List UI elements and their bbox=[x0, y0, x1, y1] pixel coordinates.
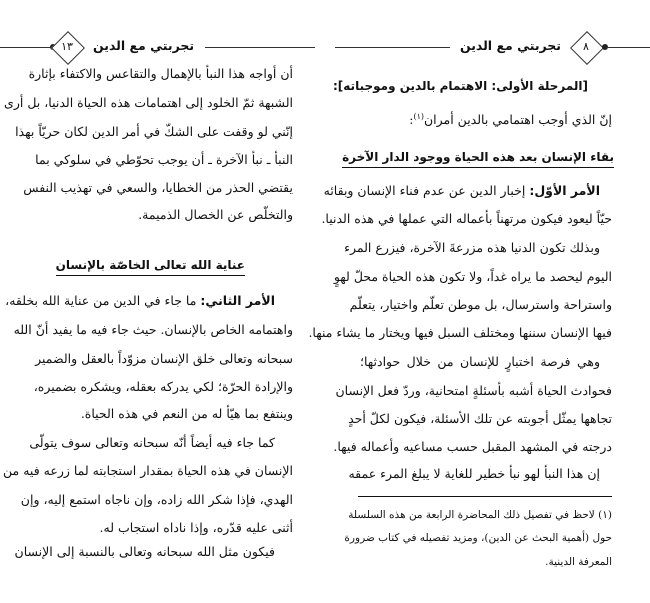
text-span: : bbox=[409, 112, 414, 128]
text-line: النبأ ـ نبأ الآخرة ـ أن يوجب تحوّطي في سلوكي بما bbox=[35, 152, 293, 167]
header-rule-right bbox=[205, 47, 315, 48]
text-line: فحوادث الحياة أشبه بأسئلةٍ امتحانية، وردّ فعل الإنسان bbox=[335, 383, 612, 398]
running-title: تجربتي مع الدين bbox=[90, 38, 197, 53]
header-rule-left bbox=[335, 47, 450, 48]
text-line bbox=[323, 182, 600, 200]
header-rule-left bbox=[0, 47, 52, 48]
page-number: ١٣ bbox=[61, 40, 73, 53]
text-line: والإرادة الحرّة؛ لكي يدركه بعقله، ويشكره بضميره، bbox=[33, 379, 293, 394]
text-line: الإنسان في هذه الحياة بمقدار استجابته لما زرعه فيه من bbox=[3, 463, 293, 478]
text-line: وبذلك تكون الدنيا هذه مزرعةَ الآخرة، فيزرع المرء bbox=[344, 240, 600, 255]
header-rule-right bbox=[606, 47, 650, 48]
text-line: فيها الإنسان سننها ومختلف السبل فيها ويختار ما يشاء منها. bbox=[308, 325, 612, 340]
text-line: إن هذا النبأ لهو نبأ خطير للغاية لا يبلغ المرء عمقه bbox=[348, 466, 600, 481]
text-line: إنّني لو وقفت على الشكّ في أمر الدين لكان حريّاً بهذا bbox=[15, 124, 293, 139]
running-title: تجربتي مع الدين bbox=[457, 38, 564, 53]
text-line: كما جاء فيه أيضاً أنّه سبحانه وتعالى سوف يتولّى bbox=[29, 435, 275, 450]
text-line: يقتضي الحذر من الخطايا، والسعي في تهذيب النفس bbox=[23, 180, 293, 195]
section-title: [المرحلة الأولى: الاهتمام بالدين وموجباته]: bbox=[333, 79, 588, 93]
text-line: وهي فرصة اختبارٍ للإنسان من خلال حوادثها؛ bbox=[360, 354, 600, 369]
section-heading: عناية الله تعالى الخاصّة بالإنسان bbox=[56, 258, 245, 276]
text-line: فيكون مثل الله سبحانه وتعالى بالنسبة إلى الإنسان bbox=[14, 544, 275, 559]
text-line: الهدي، فإذا شكر الله زاده، وإن ناجاه استمع إليه، وإن bbox=[20, 492, 293, 507]
text-span: إنّ الذي أوجب اهتمامي بالدين أمران bbox=[423, 112, 612, 128]
text-line: حيّاً ليعود فيكون مرتهناً بأعماله التي عملها في هذه الدنيا. bbox=[321, 211, 612, 226]
footnote-ref[interactable]: (١) bbox=[413, 112, 424, 121]
text-line bbox=[5, 292, 275, 310]
text-line: والتخلّص عن الخصال الذميمة. bbox=[138, 207, 293, 222]
footnote-line: المعرفة الدينية. bbox=[545, 556, 612, 568]
text-line: درجته في المشهد المقبل حسب مساعيه وأعماله فيها. bbox=[333, 439, 612, 454]
page-number: ٨ bbox=[583, 40, 589, 53]
text-span: إخبار الدين عن عدم فناء الإنسان وبقائه bbox=[323, 183, 526, 198]
lead-label: الأمر الأوّل: bbox=[529, 183, 600, 198]
text-line: أثنى عليه قدّره، وإذا ناداه استجاب له. bbox=[99, 520, 293, 535]
text-line: سبحانه وتعالى خلق الإنسان مزوّداً بالعقل والضمير bbox=[35, 351, 293, 366]
text-line: وينتفع بما هيّأ له من النعم في هذه الحياة. bbox=[80, 406, 293, 421]
text-line: تجاهها يمثّل أجوبته عن تلك الأسئلة، فيكون لكلّ أحدٍ bbox=[348, 411, 612, 426]
text-line bbox=[360, 108, 612, 129]
footnote-separator bbox=[358, 496, 612, 497]
text-line: أن أواجه هذا النبأ بالإهمال والتقاعس والاكتفاء بإثارة bbox=[28, 66, 293, 81]
text-line: واستراحة واسترسال، بل موطن تعلّم واختيار، يتعلّم bbox=[349, 297, 612, 312]
footnote-line: (١) لاحظ في تفصيل ذلك المحاضرة الرابعة من هذه السلسلة bbox=[348, 509, 612, 521]
footnote-line: حول (أهمية البحث عن الدين)، ومزيد تفصيله في كتاب ضرورة bbox=[344, 532, 612, 544]
section-heading: بقاء الإنسان بعد هذه الحياة ووجود الدار الآخرة bbox=[342, 150, 614, 168]
lead-label: الأمر الثاني: bbox=[200, 293, 275, 308]
text-line: الشبهة ثمّ الخلود إلى اهتمامات هذه الحياة الدنيا، بل أرى bbox=[4, 95, 293, 110]
text-line: واهتمامه الخاص بالإنسان. حيث جاء فيه ما يفيد أنّ الله bbox=[13, 322, 293, 337]
text-span: ما جاء في الدين من عناية الله بخلقه، bbox=[5, 293, 197, 308]
text-line: اليوم ليحصد ما يراه غداً، ولا تكون هذه الحياة محلّ لهوٍ bbox=[333, 269, 612, 284]
